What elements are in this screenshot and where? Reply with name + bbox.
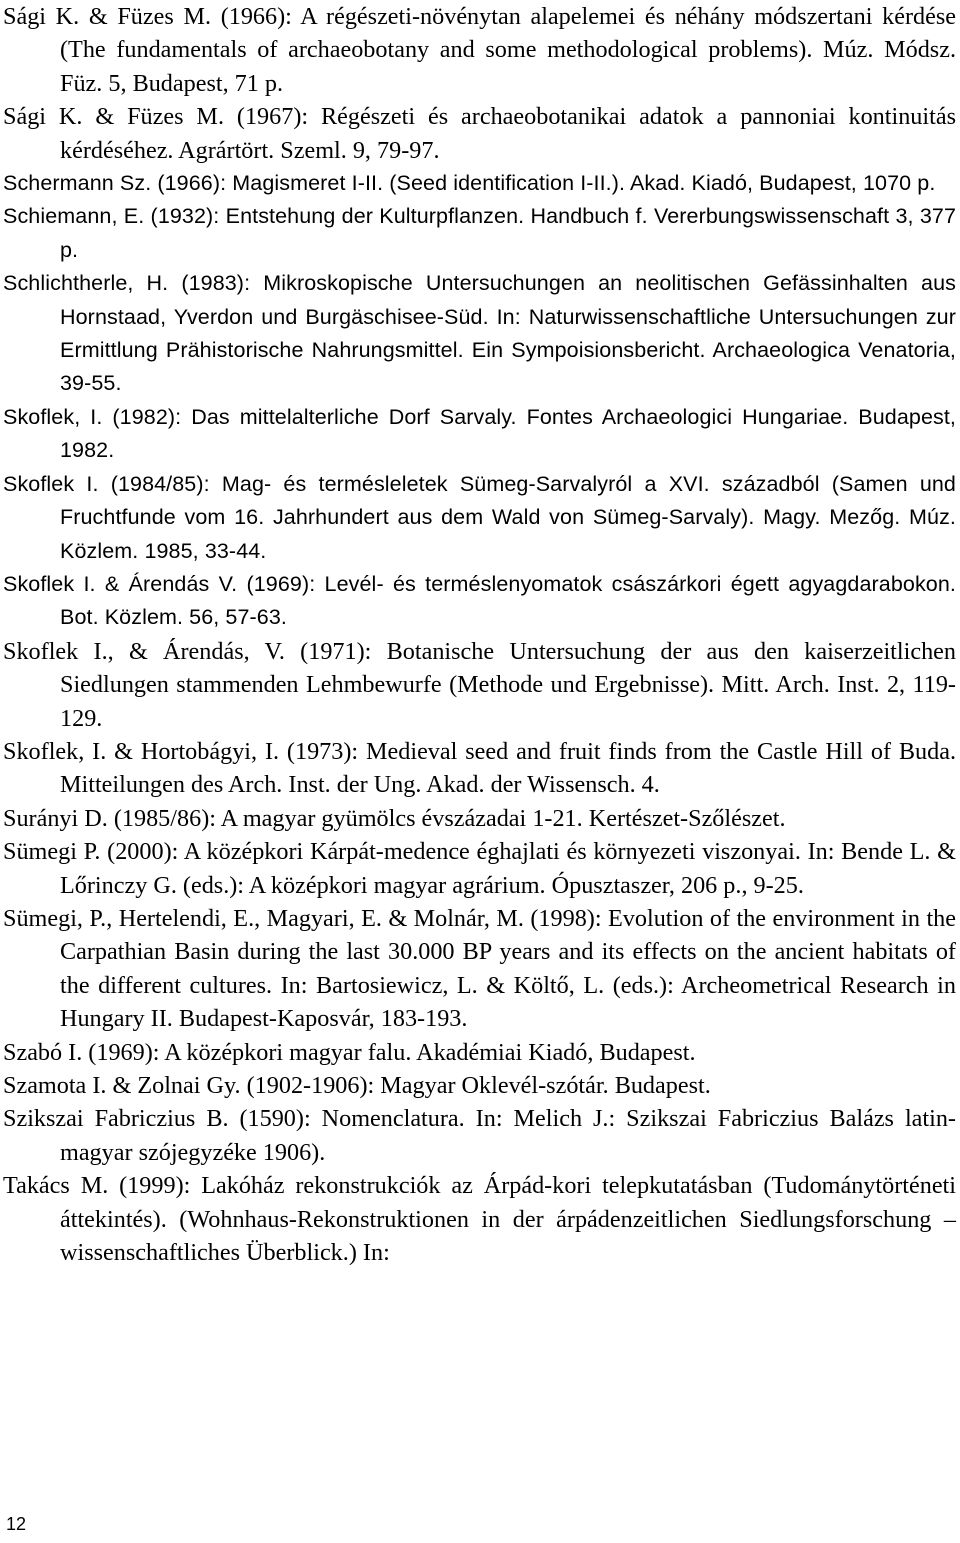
reference-entry: Skoflek I. & Árendás V. (1969): Levél- és terméslenyomatok császárkori égett agyagdarabokon. Bot. Közlem. 56, 57-63. [3, 571, 956, 630]
reference-entry: Schiemann, E. (1932): Entstehung der Kulturpflanzen. Handbuch f. Vererbungswissenschaft 3, 377 p. [3, 204, 956, 262]
reference-list [3, 0, 956, 1269]
reference-entry: Schlichtherle, H. (1983): Mikroskopische Untersuchungen an neolitischen Gefässinhalten aus Hornstaad, Yverdon und Burgäschisee-Süd. In: Naturwissenschaftliche Untersuchungen zur Ermittlung Prähistorische Nahrungsmittel. Ein Sympoisionsbericht. Archaeologica Venatoria, 39-55. [3, 271, 956, 396]
reference-entry: Skoflek, I. (1982): Das mittelalterliche Dorf Sarvaly. Fontes Archaeologici Hungariae. Budapest, 1982. [3, 404, 956, 463]
reference-entry: Schermann Sz. (1966): Magismeret I-II. (Seed identification I-II.). Akad. Kiadó, Budapest, 1070 p. [3, 171, 936, 196]
reference-entry: Sági K. & Füzes M. (1967): Régészeti és archaeobotanikai adatok a pannoniai kontinuitás kérdéséhez. Agrártört. Szeml. 9, 79-97. [3, 103, 956, 164]
reference-entry: Skoflek, I. & Hortobágyi, I. (1973): Medieval seed and fruit finds from the Castle Hill of Buda. Mitteilungen des Arch. Inst. der Ung. Akad. der Wissensch. 4. [3, 737, 956, 799]
reference-entry: Szamota I. & Zolnai Gy. (1902-1906): Magyar Oklevél-szótár. Budapest. [3, 1072, 711, 1099]
reference-entry: Szabó I. (1969): A középkori magyar falu. Akadémiai Kiadó, Budapest. [3, 1038, 696, 1066]
reference-entry: Sümegi P. (2000): A középkori Kárpát-medence éghajlati és környezeti viszonyai. In: Bende L. & Lőrinczy G. (eds.): A középkori magyar agrárium. Ópusztaszer, 206 p., 9-25. [3, 838, 956, 899]
reference-entry: Surányi D. (1985/86): A magyar gyümölcs évszázadai 1-21. Kertészet-Szőlészet. [3, 804, 786, 832]
reference-entry: Sümegi, P., Hertelendi, E., Magyari, E. & Molnár, M. (1998): Evolution of the environment in the Carpathian Basin during the last 30.000 BP years and its effects on the ancient habitats of the different cultures. In: Bartosiewicz, L. & Költő, L. (eds.): Archeometrical Research in Hungary II. Budapest-Kaposvár, 183-193. [3, 904, 956, 1033]
reference-entry: Skoflek I. (1984/85): Mag- és termésleletek Sümeg-Sarvalyról a XVI. századból (Samen und Fruchtfunde vom 16. Jahrhundert aus dem Wald von Sümeg-Sarvaly). Magy. Mezőg. Múz. Közlem. 1985, 33-44. [3, 471, 956, 563]
page-number: 12 [6, 1514, 27, 1534]
reference-entry: Takács M. (1999): Lakóház rekonstrukciók az Árpád-kori telepkutatásban (Tudománytörténeti áttekintés). (Wohnhaus-Rekonstruktionen in der árpádenzeitlichen Siedlungsforschung – wissenschaftliches Überblick.) In: [3, 1172, 956, 1267]
reference-entry: Skoflek I., & Árendás, V. (1971): Botanische Untersuchung der aus den kaiserzeitlichen Siedlungen stammenden Lehmbewurfe (Methode und Ergebnisse). Mitt. Arch. Inst. 2, 119-129. [3, 637, 956, 732]
reference-entry: Sági K. & Füzes M. (1966): A régészeti-növénytan alapelemei és néhány módszertani kérdése (The fundamentals of archaeobotany and some methodological problems). Múz. Módsz. Füz. 5, Budapest, 71 p. [3, 3, 956, 97]
reference-entry: Szikszai Fabriczius B. (1590): Nomenclatura. In: Melich J.: Szikszai Fabriczius Balázs latin-magyar szójegyzéke 1906). [3, 1105, 956, 1166]
